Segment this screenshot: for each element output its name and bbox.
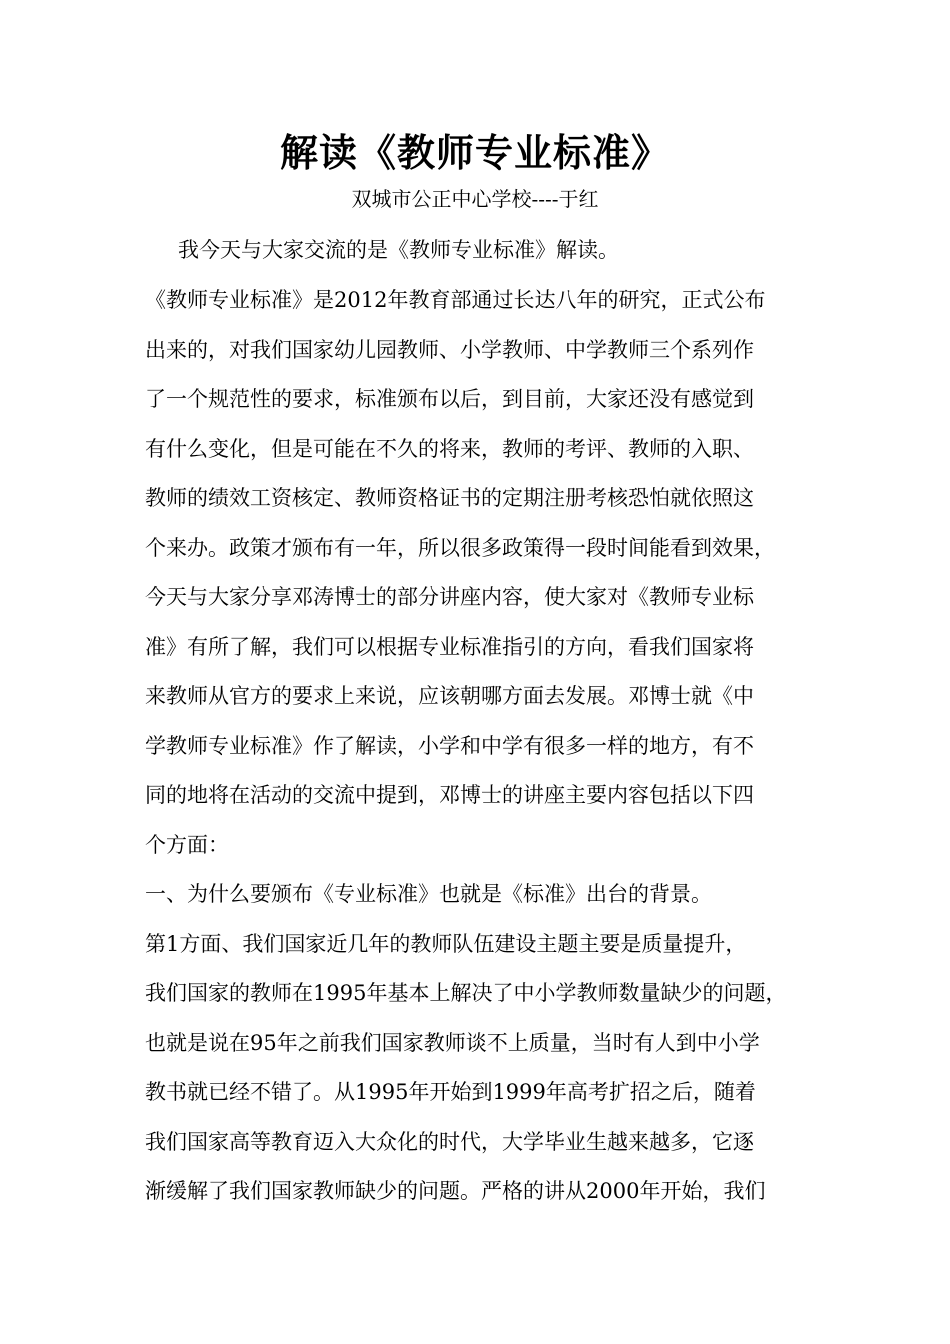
paragraph-line: 我今天与大家交流的是《教师专业标准》解读。: [178, 238, 619, 262]
paragraph-line: 个方面：: [145, 833, 229, 857]
paragraph-line: 也就是说在95年之前我们国家教师谈不上质量，当时有人到中小学: [145, 1031, 760, 1055]
paragraph-line: 同的地将在活动的交流中提到，邓博士的讲座主要内容包括以下四: [145, 783, 754, 807]
paragraph-line: 《教师专业标准》是2012年教育部通过长达八年的研究，正式公布: [145, 288, 766, 312]
paragraph-line: 准》有所了解，我们可以根据专业标准指引的方向，看我们国家将: [145, 635, 754, 659]
paragraph-line: 第1方面、我们国家近几年的教师队伍建设主题主要是质量提升，: [145, 932, 747, 956]
document-subtitle: 双城市公正中心学校----于红: [351, 187, 599, 211]
paragraph-line: 有什么变化，但是可能在不久的将来，教师的考评、教师的入职、: [145, 437, 754, 461]
section-heading: 一、为什么要颁布《专业标准》也就是《标准》出台的背景。: [145, 882, 712, 906]
paragraph-line: 我们国家的教师在1995年基本上解决了中小学教师数量缺少的问题，: [145, 981, 787, 1005]
paragraph-line: 个来办。政策才颁布有一年，所以很多政策得一段时间能看到效果，: [145, 536, 775, 560]
paragraph-line: 来教师从官方的要求上来说，应该朝哪方面去发展。邓博士就《中: [145, 684, 754, 708]
paragraph-line: 我们国家高等教育迈入大众化的时代，大学毕业生越来越多，它逐: [145, 1130, 754, 1154]
paragraph-line: 渐缓解了我们国家教师缺少的问题。严格的讲从2000年开始，我们: [145, 1179, 766, 1203]
paragraph-line: 教书就已经不错了。从1995年开始到1999年高考扩招之后，随着: [145, 1080, 756, 1104]
paragraph-line: 学教师专业标准》作了解读，小学和中学有很多一样的地方，有不: [145, 734, 754, 758]
paragraph-line: 今天与大家分享邓涛博士的部分讲座内容，使大家对《教师专业标: [145, 585, 754, 609]
paragraph-line: 教师的绩效工资核定、教师资格证书的定期注册考核恐怕就依照这: [145, 486, 754, 510]
paragraph-line: 了一个规范性的要求，标准颁布以后，到目前，大家还没有感觉到: [145, 387, 754, 411]
paragraph-line: 出来的，对我们国家幼儿园教师、小学教师、中学教师三个系列作: [145, 338, 754, 362]
document-title: 解读《教师专业标准》: [279, 130, 670, 175]
